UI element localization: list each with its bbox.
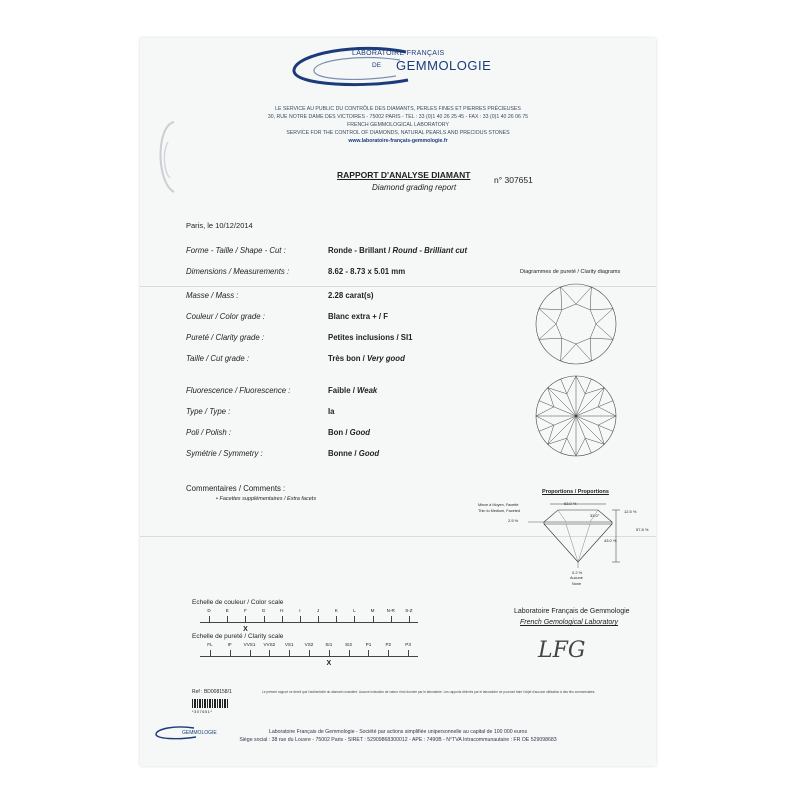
scale-mark: X — [326, 660, 332, 667]
field-label: Couleur / Color grade : — [186, 312, 265, 321]
report-title-en: Diamond grading report — [372, 183, 457, 192]
field-value-fr: Ronde - Brillant / — [328, 246, 393, 255]
culet-label: Aucune — [570, 576, 583, 580]
place-date: Paris, le 10/12/2014 — [186, 221, 253, 230]
fine-print: Le présent rapport ne décrit que l'authenticité du diamant considéré. Aucune indication de valeur n'est donnée par le laboratoire. Les rapports délivrés par le laboratoire ne pourront faire l'objet d'aucune utilisation à des fins commerciales. — [262, 690, 596, 694]
field-value-fr: Ia — [328, 407, 335, 416]
lab-name-line2: DE — [372, 62, 382, 69]
comments-text: Facettes supplémentaires / Extra facets — [219, 496, 317, 502]
scale-tick — [264, 616, 265, 623]
field-value — [328, 246, 467, 255]
scale-tick — [318, 616, 319, 623]
scale-tick — [329, 650, 330, 657]
crown-angle: 33.0° — [590, 513, 600, 518]
address: 30, RUE NOTRE DAME DES VICTOIRES - 75002 PARIS - TEL : 33 (0)1 40 26 25 45 - FAX : 33 (0)1 40 26 06 75 — [267, 114, 529, 120]
lab-name-line1: LABORATOIRE FRANÇAIS — [352, 50, 445, 57]
scale-mark: X — [243, 626, 248, 633]
scale-grade: VVS2 — [263, 642, 276, 647]
crown-diagram — [534, 282, 618, 366]
scale-grade: P1 — [365, 642, 372, 647]
field-value — [328, 333, 413, 342]
certificate-sheet — [140, 38, 656, 766]
signature-initials: LFG — [538, 638, 586, 663]
field-value-fr: Blanc extra + / F — [328, 312, 389, 321]
field-label: Poli / Polish : — [186, 428, 232, 437]
scale-grade: IF — [227, 642, 232, 647]
pavilion-diagram — [534, 374, 618, 458]
field-value — [328, 312, 388, 321]
field-value-fr: Petites inclusions / SI1 — [328, 333, 413, 342]
scale-grade: K — [334, 608, 338, 613]
scale-tick — [368, 650, 369, 657]
scale-tick — [354, 616, 355, 623]
scale-tick — [209, 616, 210, 623]
website[interactable]: www.laboratoire-français-gemmologie.fr — [348, 138, 448, 144]
scale-grade: J — [316, 608, 320, 613]
signature-lab-en: French Gemological Laboratory — [520, 619, 619, 626]
scale-tick — [245, 616, 246, 623]
scale-tick — [388, 650, 389, 657]
field-value — [328, 449, 379, 458]
field-value-fr: Très bon / — [328, 354, 367, 363]
clarity-scale — [200, 642, 418, 678]
scale-tick — [289, 650, 290, 657]
scale-grade: VVS1 — [243, 642, 256, 647]
scale-grade: VS1 — [284, 642, 294, 647]
barcode-text: *307651* — [192, 709, 213, 714]
scale-grade: S-Z — [405, 608, 413, 613]
scale-grade: P2 — [385, 642, 392, 647]
scale-grade: H — [280, 608, 284, 613]
lab-name-en: FRENCH GEMMOLOGICAL LABORATORY — [347, 122, 449, 128]
scale-tick — [309, 650, 310, 657]
total-depth: 57.8 % — [636, 527, 649, 532]
barcode — [192, 699, 228, 708]
pavilion-pct: 43.0 % — [604, 538, 617, 543]
scale-grade: FL — [207, 642, 213, 647]
footer-logo-text: GEMMOLOGIE — [182, 730, 217, 736]
registered-info: Siège social : 38 rue du Louvre - 75002 Paris - SIRET : 52909868300012 - APE : 7490B - N°TVA Intracommunautaire : FR OE 529098683 — [239, 737, 557, 743]
field-value-fr: Faible / — [328, 386, 358, 395]
scale-grade: D — [207, 608, 211, 613]
signature-lab-fr: Laboratoire Français de Gemmologie — [514, 608, 630, 615]
field-value — [328, 386, 377, 395]
scale-grade: F — [244, 608, 247, 613]
scale-tick — [408, 650, 409, 657]
scale-grade: SI2 — [345, 642, 353, 647]
service-fr: LE SERVICE AU PUBLIC DU CONTRÔLE DES DIAMANTS, PERLES FINES ET PIERRES PRÉCIEUSES — [275, 106, 521, 112]
scale-grade: L — [353, 608, 356, 613]
scale-tick — [391, 616, 392, 623]
girdle-label: Mince à Moyen, Facetté — [478, 503, 519, 507]
field-value-fr: 2.28 carat(s) — [328, 291, 374, 300]
scale-tick — [336, 616, 337, 623]
scale-grade: I — [299, 608, 301, 613]
clarity-scale-label: Echelle de pureté / Clarity scale — [192, 633, 284, 640]
scale-tick — [409, 616, 410, 623]
field-label: Dimensions / Measurements : — [186, 267, 290, 276]
scale-tick — [349, 650, 350, 657]
report-title-fr: RAPPORT D'ANALYSE DIAMANT — [337, 170, 471, 180]
clarity-diagrams-title: Diagrammes de pureté / Clarity diagrams — [520, 269, 621, 275]
scale-grade: G — [261, 608, 266, 613]
field-label: Symétrie / Symmetry : — [186, 449, 263, 458]
culet-label-en: None — [572, 582, 582, 586]
scale-tick — [230, 650, 231, 657]
field-value-fr: Bonne / — [328, 449, 359, 458]
field-value-en: Round - Brilliant cut — [392, 246, 468, 255]
field-label: Type / Type : — [186, 407, 231, 416]
scale-grade: VS2 — [304, 642, 314, 647]
scale-grade: E — [225, 608, 229, 613]
field-value-fr: 8.62 - 8.73 x 5.01 mm — [328, 267, 406, 276]
comments-label: Commentaires / Comments : — [186, 484, 286, 493]
scale-grade: N-R — [386, 608, 395, 613]
scale-grade: P3 — [405, 642, 411, 647]
table-pct: 63.0 % — [564, 501, 577, 506]
field-value-en: Weak — [357, 386, 378, 395]
field-value-en: Very good — [367, 354, 405, 363]
scale-grade: M — [370, 608, 375, 613]
crown-pct: 12.5 % — [624, 509, 637, 514]
proportions-title: Proportions / Proportions — [542, 489, 609, 495]
report-number: n° 307651 — [494, 175, 533, 185]
field-value — [328, 354, 405, 363]
girdle-pct: 2.5 % — [508, 518, 519, 523]
color-scale-label: Echelle de couleur / Color scale — [192, 599, 284, 606]
field-value — [328, 407, 335, 416]
scale-tick — [210, 650, 211, 657]
field-value-fr: Bon / — [328, 428, 350, 437]
scale-tick — [227, 616, 228, 623]
scale-tick — [269, 650, 270, 657]
culet-pct: 0.2 % — [572, 570, 583, 575]
girdle-label-en: Thin to Medium, Faceted — [478, 509, 520, 513]
ref-number: Ref : BD008158/1 — [192, 689, 232, 695]
company-info: Laboratoire Français de Gemmologie - Société par actions simplifiée unipersonnelle au capital de 100 000 euros — [268, 729, 528, 735]
field-label: Fluorescence / Fluorescence : — [186, 386, 291, 395]
field-label: Taille / Cut grade : — [186, 354, 249, 363]
scale-tick — [282, 616, 283, 623]
scale-grade: SI1 — [325, 642, 333, 647]
field-value — [328, 291, 374, 300]
scale-tick — [300, 616, 301, 623]
field-value — [328, 428, 370, 437]
scale-tick — [373, 616, 374, 623]
field-value-en: Good — [358, 449, 380, 458]
field-label: Forme - Taille / Shape - Cut : — [186, 246, 286, 255]
field-value — [328, 267, 405, 276]
service-en: SERVICE FOR THE CONTROL OF DIAMONDS, NATURAL PEARLS AND PRECIOUS STONES — [286, 130, 510, 136]
field-value-en: Good — [349, 428, 371, 437]
field-label: Pureté / Clarity grade : — [186, 333, 265, 342]
comments-bullet: • Facettes supplémentaires / Extra facets — [216, 496, 317, 502]
lab-name-line3: GEMMOLOGIE — [396, 58, 492, 73]
scale-tick — [250, 650, 251, 657]
field-label: Masse / Mass : — [186, 291, 239, 300]
